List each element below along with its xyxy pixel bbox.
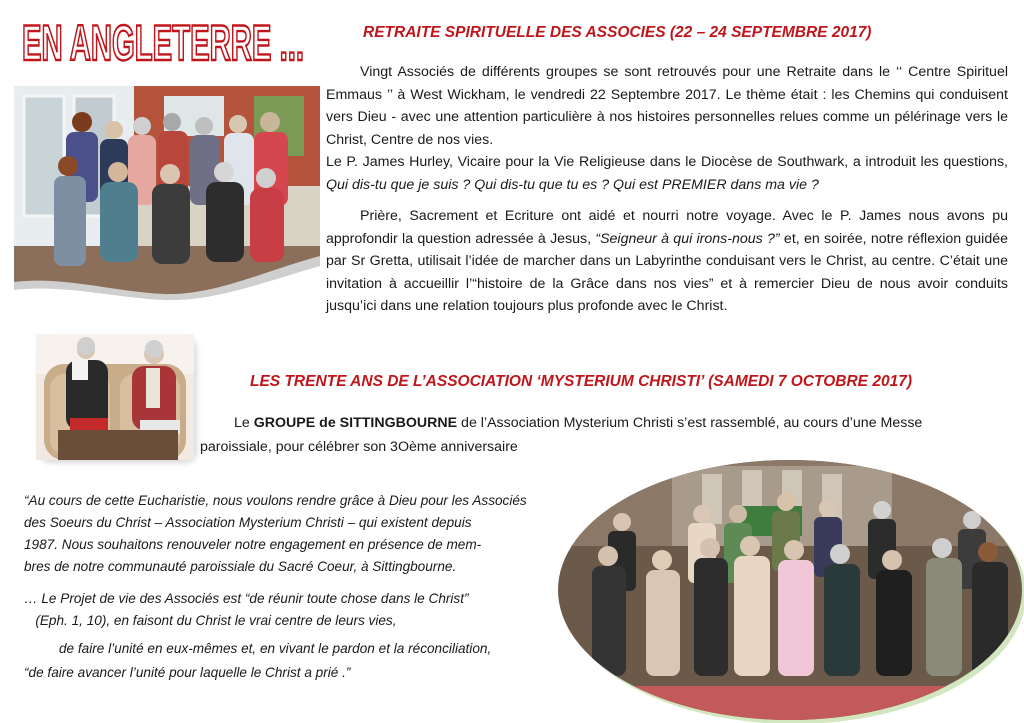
retreat-paragraph-3-end: et, en soirée, notre réflexion guidée par Sr Gretta, utilisait l’idée de marcher dans un Labyrinthe conduisant vers le Christ, au centre. C’était une invitation à accueillir l’“histoire de la Grâce dans nos vies” et à remercier Dieu de nous avoir conduits jusqu’ici dans une relation toujours plus profonde avec le Christ. — [326, 230, 1008, 314]
quote-line-3: 1987. Nous souhaitons renouveler notre engagement en présence de mem- — [24, 537, 482, 552]
retreat-paragraph-2-text: Le P. James Hurley, Vicaire pour la Vie Religieuse dans le Diocèse de Southwark, a introduit les questions, — [326, 154, 1008, 170]
project-line-4: “de faire avancer l’unité pour laquelle le Christ a prié .” — [24, 665, 351, 680]
anniversary-intro-pre: Le — [234, 415, 254, 431]
retreat-questions: Qui dis-tu que je suis ? Qui dis-tu que tu es ? Qui est PREMIER dans ma vie ? — [326, 176, 819, 193]
retreat-text — [326, 61, 1008, 318]
retreat-paragraph-1: Vingt Associés de différents groupes se sont retrouvés pour une Retraite dans le ‘‘ Centre Spirituel Emmaus ’’ à West Wickham, le vendredi 22 Septembre 2017. Le thème était : les Chemins qui conduisent vers Dieu - avec une attention particulière à nos histoires personnelles relues comme un pélérinage vers le Christ, Centre de nos vies. — [326, 64, 1008, 148]
church-group-photo — [552, 456, 1024, 723]
retreat-quote: “Seigneur à qui irons-nous ?” — [595, 230, 780, 247]
quote-line-2: des Soeurs du Christ – Association Mysterium Christi – qui existent depuis — [24, 515, 472, 530]
anniversary-section-title: LES TRENTE ANS DE L’ASSOCIATION ‘MYSTERIUM CHRISTI’ (SAMEDI 7 OCTOBRE 2017) — [250, 373, 912, 390]
retreat-paragraph-3 — [326, 205, 1008, 318]
project-line-1: … Le Projet de vie des Associés est “de réunir toute chose dans le Christ” — [24, 591, 469, 606]
retreat-paragraph-3-start: Prière, Sacrement et Ecriture ont aidé et nourri notre voyage. Avec le P. James nous avons pu approfondir la question adressée à Jesus, — [326, 208, 1008, 247]
anniversary-intro — [200, 411, 1000, 459]
quote-line-1: “Au cours de cette Eucharistie, nous voulons rendre grâce à Dieu pour les Associés — [24, 493, 527, 508]
page-title-text: EN ANGLETERRE ... — [22, 15, 304, 71]
anniversary-intro-line-2: paroissiale, pour célébrer son 3Oème anniversaire — [200, 439, 518, 455]
retreat-section-title: RETRAITE SPIRITUELLE DES ASSOCIES (22 – 24 SEPTEMBRE 2017) — [363, 24, 872, 41]
anniversary-intro-line-1 — [200, 411, 1000, 435]
project-line-3: de faire l’unité en eux-mêmes et, en vivant le pardon et la réconciliation, — [59, 641, 492, 656]
retreat-group-photo — [14, 86, 320, 300]
anniversary-group-name: GROUPE de SITTINGBOURNE — [253, 415, 458, 431]
anniversary-intro-rest: de l’Association Mysterium Christi s’est rassemblé, au cours d’une Messe — [457, 415, 923, 431]
page-title — [20, 10, 310, 72]
retreat-paragraph-2 — [326, 151, 1008, 196]
quote-line-4: bres de notre communauté paroissiale du Sacré Coeur, à Sittingbourne. — [24, 559, 457, 574]
anniversary-quote — [24, 490, 594, 578]
anniversary-photo-two-women — [36, 334, 194, 460]
project-quote — [24, 588, 594, 684]
project-line-2: (Eph. 1, 10), en faisont du Christ le vrai centre de leurs vies, — [24, 613, 397, 628]
